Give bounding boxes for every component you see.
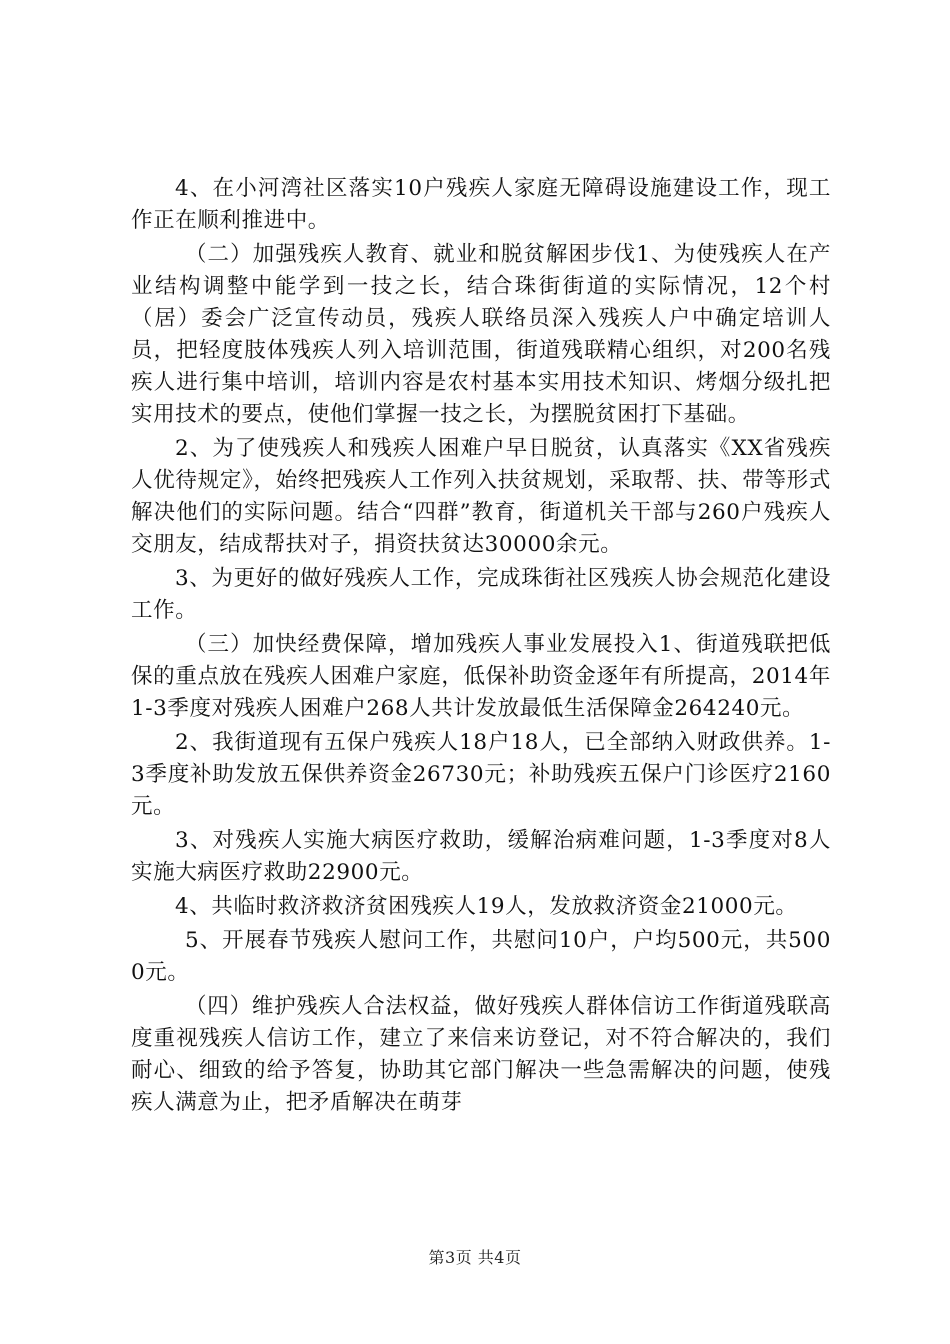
paragraph-item-4-temporary-relief: 4、共临时救济救济贫困残疾人19人，发放救济资金21000元。 — [175, 894, 798, 919]
document-body — [131, 173, 831, 1119]
paragraph-item-4-barrier-free: 4、在小河湾社区落实10户残疾人家庭无障碍设施建设工作，现工作正在顺利推进中。 — [131, 176, 831, 233]
paragraph-section-4-rights: （四）维护残疾人合法权益，做好残疾人群体信访工作街道残联高度重视残疾人信访工作，建立了来信来访登记，对不符合解决的，我们耐心、细致的给予答复，协助其它部门解决一些急需解决的问题，使残疾人满意为止，把矛盾解决在萌芽 — [131, 994, 831, 1115]
paragraph-section-3-funding: （三）加快经费保障，增加残疾人事业发展投入1、街道残联把低保的重点放在残疾人困难户家庭，低保补助资金逐年有所提高，2014年1-3季度对残疾人困难户268人共计发放最低生活保障金264240元。 — [131, 632, 831, 721]
paragraph-item-3-medical-aid: 3、对残疾人实施大病医疗救助，缓解治病难问题，1-3季度对8人实施大病医疗救助22900元。 — [131, 828, 831, 885]
paragraph-section-2-education: （二）加强残疾人教育、就业和脱贫解困步伐1、为使残疾人在产业结构调整中能学到一技之长，结合珠街街道的实际情况，12个村（居）委会广泛宣传动员，残疾人联络员深入残疾人户中确定培训人员，把轻度肢体残疾人列入培训范围，街道残联精心组织，对200名残疾人进行集中培训，培训内容是农村基本实用技术知识、烤烟分级扎把实用技术的要点，使他们掌握一技之长，为摆脱贫困打下基础。 — [131, 242, 831, 427]
paragraph-item-2-five-guarantee: 2、我街道现有五保户残疾人18户18人，已全部纳入财政供养。1-3季度补助发放五保供养资金26730元；补助残疾五保户门诊医疗2160元。 — [131, 730, 831, 819]
paragraph-item-5-spring-festival: 5、开展春节残疾人慰问工作，共慰问10户，户均500元，共5000元。 — [131, 928, 831, 985]
paragraph-item-3-association: 3、为更好的做好残疾人工作，完成珠街社区残疾人协会规范化建设工作。 — [131, 566, 831, 623]
paragraph-item-2-poverty-relief: 2、为了使残疾人和残疾人困难户早日脱贫，认真落实《XX省残疾人优待规定》，始终把残疾人工作列入扶贫规划，采取帮、扶、带等形式解决他们的实际问题。结合“四群”教育，街道机关干部与260户残疾人交朋友，结成帮扶对子，捐资扶贫达30000余元。 — [131, 436, 831, 557]
page-number-footer: 第3页 共4页 — [428, 1248, 522, 1267]
